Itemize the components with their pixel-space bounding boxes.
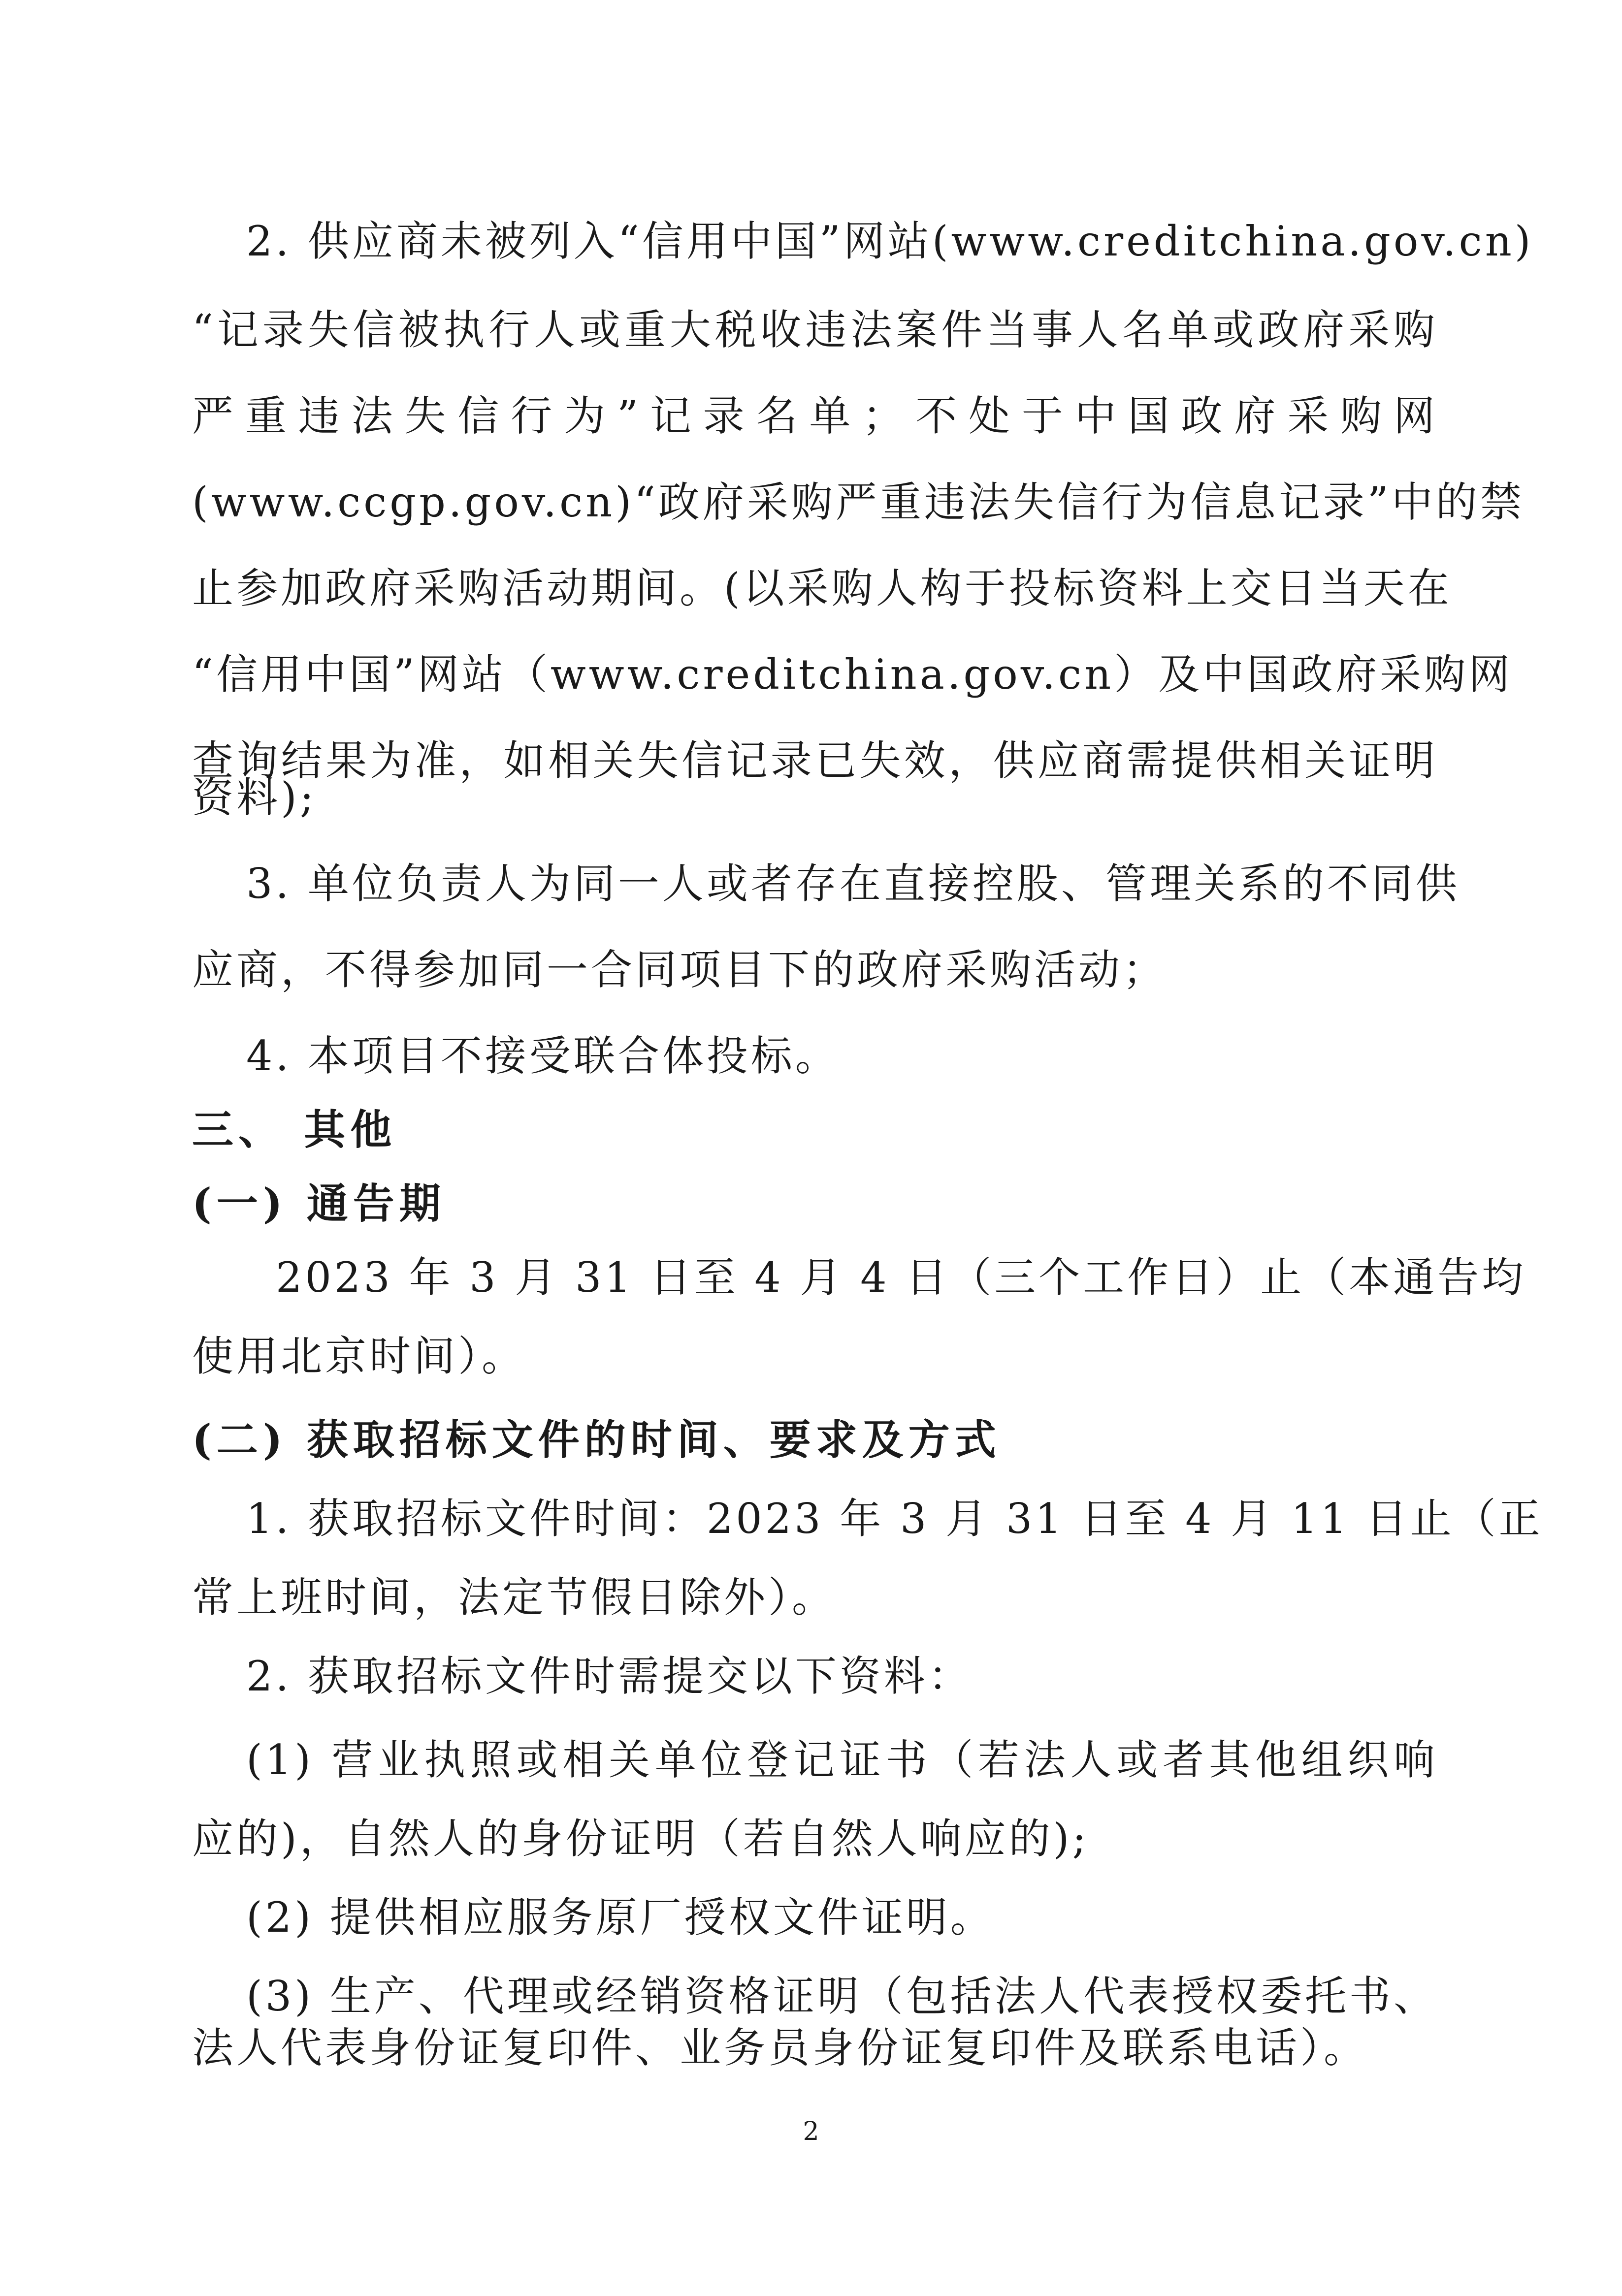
text-line: “记录失信被执行人或重大税收违法案件当事人名单或政府采购 bbox=[192, 306, 1438, 354]
text-line: 4. 本项目不接受联合体投标。 bbox=[246, 1032, 840, 1080]
text-line: 止参加政府采购活动期间。(以采购人构于投标资料上交日当天在 bbox=[192, 564, 1452, 612]
text-line: (3) 生产、代理或经销资格证明（包括法人代表授权委托书、 bbox=[246, 1972, 1438, 2020]
text-line: 2023 年 3 月 31 日至 4 月 4 日（三个工作日）止（本通告均 bbox=[276, 1253, 1526, 1302]
text-line: 使用北京时间）。 bbox=[192, 1332, 526, 1380]
text-line: (2) 提供相应服务原厂授权文件证明。 bbox=[246, 1893, 995, 1942]
text-line: 2. 供应商未被列入“信用中国”网站(www.creditchina.gov.cn) bbox=[246, 217, 1534, 265]
text-line: 严重违法失信行为”记录名单；不处于中国政府采购网 bbox=[192, 392, 1438, 440]
text-line: 1. 获取招标文件时间：2023 年 3 月 31 日至 4 月 11 日止（正 bbox=[246, 1495, 1543, 1543]
page-number: 2 bbox=[803, 2117, 819, 2146]
subsection-heading: (一) 通告期 bbox=[192, 1179, 446, 1228]
text-line: 应的)，自然人的身份证明（若自然人响应的); bbox=[192, 1815, 1089, 1863]
text-line: 法人代表身份证复印件、业务员身份证复印件及联系电话）。 bbox=[192, 2024, 1368, 2072]
text-line: 资料); bbox=[192, 773, 317, 822]
text-line: 查询结果为准，如相关失信记录已失效，供应商需提供相关证明 bbox=[192, 736, 1438, 785]
section-heading: 三、 其他 bbox=[192, 1105, 397, 1154]
text-line: (1) 营业执照或相关单位登记证书（若法人或者其他组织响 bbox=[246, 1736, 1438, 1784]
text-line: (www.ccgp.gov.cn)“政府采购严重违法失信行为信息记录”中的禁 bbox=[192, 478, 1525, 526]
text-line: “信用中国”网站（www.creditchina.gov.cn）及中国政府采购网 bbox=[192, 650, 1513, 699]
text-line: 常上班时间，法定节假日除外）。 bbox=[192, 1573, 837, 1622]
text-line: 应商，不得参加同一合同项目下的政府采购活动； bbox=[192, 946, 1168, 994]
text-line: 2. 获取招标文件时需提交以下资料： bbox=[246, 1652, 973, 1700]
text-line: 3. 单位负责人为同一人或者存在直接控股、管理关系的不同供 bbox=[246, 860, 1460, 908]
subsection-heading: (二) 获取招标文件的时间、要求及方式 bbox=[192, 1415, 1001, 1464]
